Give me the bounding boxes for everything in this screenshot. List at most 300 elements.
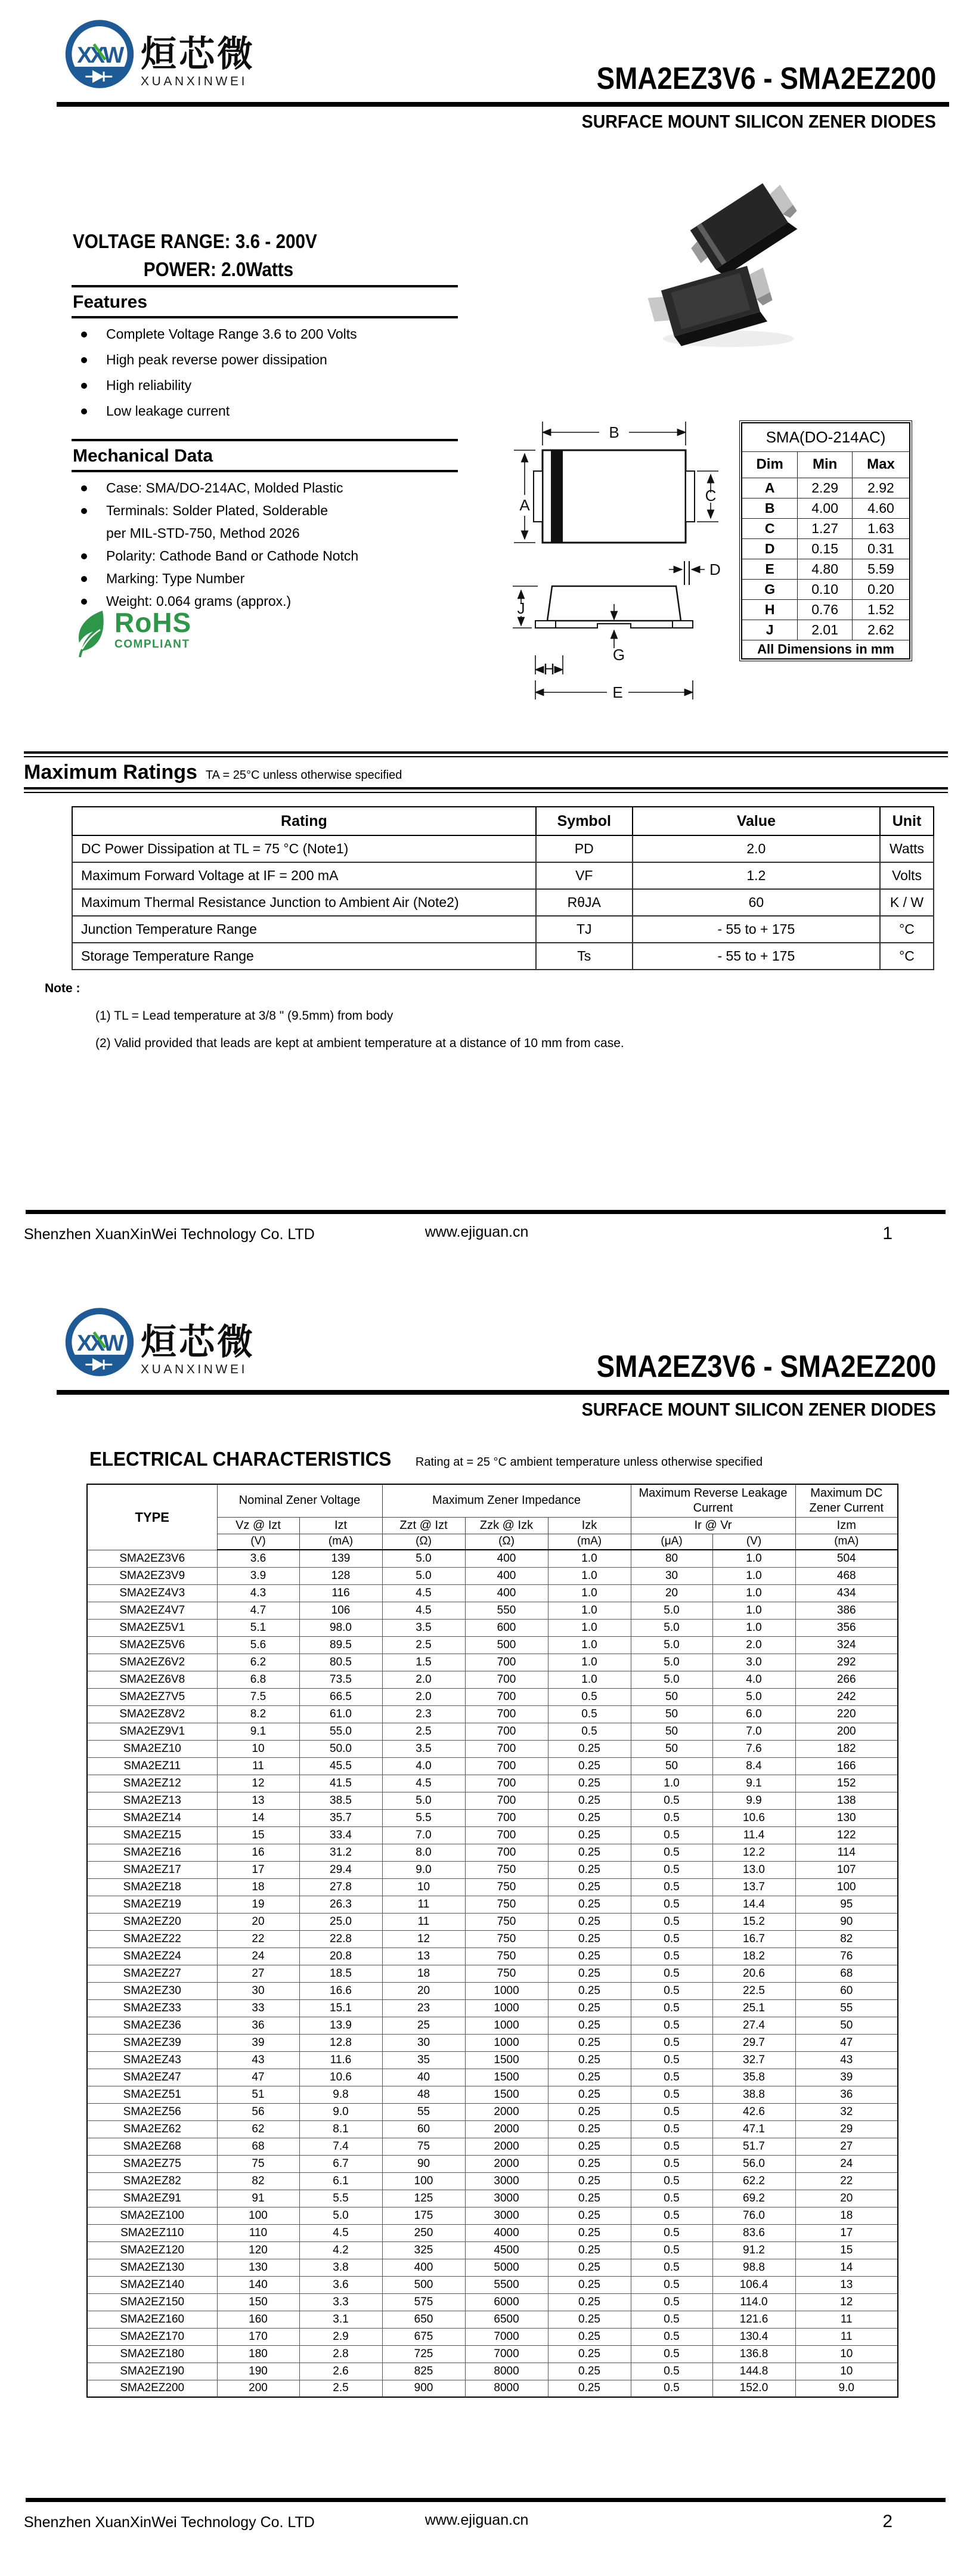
table-cell: SMA2EZ140 — [87, 2276, 217, 2293]
dim-table-footer: All Dimensions in mm — [742, 640, 910, 659]
table-cell: 0.25 — [548, 2017, 631, 2034]
page-number: 2 — [882, 2512, 892, 2531]
table-cell: 5.0 — [631, 1654, 712, 1671]
dim-label-g: G — [612, 646, 625, 664]
table-cell: 9.1 — [712, 1775, 795, 1792]
ec-unit: (V) — [217, 1534, 299, 1550]
table-cell: 83.6 — [712, 2224, 795, 2241]
table-cell: 25.0 — [299, 1913, 382, 1930]
footer-company: Shenzhen XuanXinWei Technology Co. LTD — [24, 2514, 315, 2531]
table-cell: 91.2 — [712, 2241, 795, 2259]
table-cell: 675 — [382, 2328, 465, 2345]
table-cell: 0.15 — [798, 538, 853, 559]
table-cell: SMA2EZ160 — [87, 2311, 217, 2328]
table-cell: 0.25 — [548, 2380, 631, 2397]
table-cell: SMA2EZ7V5 — [87, 1688, 217, 1705]
table-cell: 45.5 — [299, 1757, 382, 1775]
table-cell: 0.25 — [548, 1861, 631, 1878]
bullet-text: Complete Voltage Range 3.6 to 200 Volts — [106, 326, 357, 342]
table-row — [72, 862, 934, 889]
table-cell: SMA2EZ22 — [87, 1930, 217, 1948]
dim-table-title: SMA(DO-214AC) — [742, 423, 910, 451]
table-cell: VF — [536, 862, 633, 889]
company-logo — [64, 16, 255, 100]
table-cell: 91 — [217, 2190, 299, 2207]
table-cell: SMA2EZ62 — [87, 2120, 217, 2138]
table-cell: 0.5 — [548, 1723, 631, 1740]
package-outline-drawing — [501, 414, 736, 710]
table-cell: 4.7 — [217, 1602, 299, 1619]
table-row — [87, 2051, 898, 2069]
table-cell: 0.5 — [631, 2259, 712, 2276]
table-cell: 36 — [217, 2017, 299, 2034]
note-label: Note : — [45, 982, 80, 995]
table-row — [87, 2034, 898, 2051]
bullet-item — [72, 327, 458, 342]
table-cell: 9.8 — [299, 2086, 382, 2103]
table-cell: 39 — [795, 2069, 898, 2086]
table-cell: 56.0 — [712, 2155, 795, 2172]
footer-website: www.ejiguan.cn — [424, 1224, 529, 1240]
table-cell: 0.5 — [631, 2103, 712, 2120]
table-row — [87, 2276, 898, 2293]
table-cell: 4.0 — [712, 1671, 795, 1688]
table-cell: 9.0 — [299, 2103, 382, 2120]
table-row — [87, 1602, 898, 1619]
table-cell: 42.6 — [712, 2103, 795, 2120]
table-cell: 0.25 — [548, 2224, 631, 2241]
table-cell: 8000 — [465, 2380, 548, 2397]
table-row — [87, 2086, 898, 2103]
table-cell: 20 — [217, 1913, 299, 1930]
table-row — [87, 1740, 898, 1757]
table-cell: SMA2EZ5V6 — [87, 1636, 217, 1654]
table-cell: 14 — [795, 2259, 898, 2276]
table-cell: 0.25 — [548, 2155, 631, 2172]
table-row — [87, 2224, 898, 2241]
table-cell: 0.25 — [548, 2311, 631, 2328]
table-cell: 1500 — [465, 2069, 548, 2086]
table-cell: 5.0 — [631, 1602, 712, 1619]
table-cell: SMA2EZ12 — [87, 1775, 217, 1792]
table-cell: 750 — [465, 1930, 548, 1948]
table-cell: 16 — [217, 1844, 299, 1861]
electrical-characteristics-heading — [89, 1448, 763, 1470]
table-cell: 0.25 — [548, 1878, 631, 1896]
table-row — [87, 1999, 898, 2017]
voltage-power-block — [73, 230, 317, 281]
table-cell: 27.8 — [299, 1878, 382, 1896]
table-cell: 35.8 — [712, 2069, 795, 2086]
table-cell: J — [742, 620, 798, 640]
table-cell: SMA2EZ36 — [87, 2017, 217, 2034]
table-cell: 3.5 — [382, 1740, 465, 1757]
table-row — [87, 1723, 898, 1740]
table-cell: 0.5 — [631, 1844, 712, 1861]
table-cell: 39 — [217, 2034, 299, 2051]
table-cell: SMA2EZ120 — [87, 2241, 217, 2259]
table-cell: 38.8 — [712, 2086, 795, 2103]
table-cell: 50 — [631, 1757, 712, 1775]
bullet-item — [72, 404, 458, 419]
table-cell: 1.0 — [631, 1775, 712, 1792]
table-cell: 14 — [217, 1809, 299, 1826]
table-cell: SMA2EZ82 — [87, 2172, 217, 2190]
table-cell: 3000 — [465, 2207, 548, 2224]
bullet-dot-icon — [81, 599, 87, 605]
dim-label-c: C — [705, 487, 717, 504]
table-cell: 0.5 — [631, 1948, 712, 1965]
table-cell: 5000 — [465, 2259, 548, 2276]
table-cell: 750 — [465, 1896, 548, 1913]
table-row — [87, 1775, 898, 1792]
bullet-text: High peak reverse power dissipation — [106, 352, 327, 367]
mechanical-title: Mechanical Data — [73, 446, 213, 466]
table-cell: 138 — [795, 1792, 898, 1809]
company-logo — [64, 1304, 255, 1388]
electrical-characteristics-table — [86, 1484, 898, 2398]
table-cell: 2000 — [465, 2120, 548, 2138]
table-cell: 0.25 — [548, 2328, 631, 2345]
table-row — [87, 1792, 898, 1809]
table-cell: SMA2EZ20 — [87, 1913, 217, 1930]
bullet-dot-icon — [81, 357, 87, 363]
table-cell: 55.0 — [299, 1723, 382, 1740]
table-cell: 1000 — [465, 2017, 548, 2034]
table-row — [87, 2138, 898, 2155]
table-cell: 0.25 — [548, 1792, 631, 1809]
table-cell: 62 — [217, 2120, 299, 2138]
table-cell: 6000 — [465, 2293, 548, 2311]
table-cell: 0.5 — [631, 2138, 712, 2155]
table-cell: 0.5 — [631, 2311, 712, 2328]
table-cell: 13 — [382, 1948, 465, 1965]
table-cell: 20.8 — [299, 1948, 382, 1965]
table-cell: 5.0 — [299, 2207, 382, 2224]
ec-sub-izt: Izt — [299, 1517, 382, 1534]
page-footer — [24, 2512, 946, 2532]
table-cell: 12 — [382, 1930, 465, 1948]
table-cell: 0.5 — [631, 2051, 712, 2069]
ec-unit: (Ω) — [465, 1534, 548, 1550]
table-cell: 1.63 — [852, 518, 910, 538]
table-row — [87, 1826, 898, 1844]
table-row — [87, 1844, 898, 1861]
table-cell: 750 — [465, 1948, 548, 1965]
table-cell: 38.5 — [299, 1792, 382, 1809]
bullet-text: Marking: Type Number — [106, 571, 245, 586]
table-cell: 500 — [382, 2276, 465, 2293]
notes-block — [45, 982, 624, 1051]
table-row — [742, 620, 910, 640]
table-cell: 69.2 — [712, 2190, 795, 2207]
table-cell: 4500 — [465, 2241, 548, 2259]
table-cell: 29.4 — [299, 1861, 382, 1878]
ec-sub-zzt: Zzt @ Izt — [382, 1517, 465, 1534]
table-cell: 128 — [299, 1567, 382, 1584]
ec-sub-irvr: Ir @ Vr — [631, 1517, 795, 1534]
table-cell: 0.25 — [548, 2190, 631, 2207]
table-cell: 0.5 — [631, 2345, 712, 2363]
table-cell: 0.5 — [631, 2155, 712, 2172]
table-cell: 23 — [382, 1999, 465, 2017]
table-cell: 2.3 — [382, 1705, 465, 1723]
logo-circle-icon — [64, 16, 135, 95]
table-cell: 0.5 — [631, 1861, 712, 1878]
table-row — [87, 1930, 898, 1948]
table-row — [87, 1965, 898, 1982]
dim-col-header: Min — [798, 451, 853, 478]
table-cell: 3.6 — [299, 2276, 382, 2293]
table-cell: 0.25 — [548, 1826, 631, 1844]
table-cell: E — [742, 559, 798, 579]
dim-label-a: A — [519, 496, 530, 514]
table-cell: 20 — [631, 1584, 712, 1602]
table-cell: H — [742, 599, 798, 620]
table-cell: 18.2 — [712, 1948, 795, 1965]
dim-col-header: Max — [852, 451, 910, 478]
table-cell: 73.5 — [299, 1671, 382, 1688]
table-cell: 700 — [465, 1740, 548, 1757]
table-cell: 4.80 — [798, 559, 853, 579]
table-cell: 13.7 — [712, 1878, 795, 1896]
table-row — [87, 1567, 898, 1584]
table-row — [742, 498, 910, 518]
table-cell: °C — [880, 943, 934, 970]
table-cell: 100 — [795, 1878, 898, 1896]
table-cell: °C — [880, 916, 934, 943]
table-cell: 1.0 — [548, 1619, 631, 1636]
table-cell: 43 — [217, 2051, 299, 2069]
table-cell: 0.25 — [548, 2276, 631, 2293]
table-cell: 10 — [382, 1878, 465, 1896]
table-cell: 24 — [217, 1948, 299, 1965]
table-cell: 20 — [382, 1982, 465, 1999]
table-cell: 75 — [217, 2155, 299, 2172]
table-cell: 0.25 — [548, 2034, 631, 2051]
electrical-condition: Rating at = 25 °C ambient temperature unless otherwise specified — [415, 1456, 763, 1469]
table-cell: 292 — [795, 1654, 898, 1671]
page-footer — [24, 1224, 946, 1244]
table-cell: 15 — [217, 1826, 299, 1844]
table-cell: 14.4 — [712, 1896, 795, 1913]
table-row — [72, 943, 934, 970]
table-cell: 1.0 — [712, 1567, 795, 1584]
table-cell: 0.20 — [852, 579, 910, 599]
table-cell: 11 — [382, 1913, 465, 1930]
table-cell: 30 — [382, 2034, 465, 2051]
datasheet-page-2 — [0, 1288, 970, 2576]
table-cell: 15.1 — [299, 1999, 382, 2017]
table-cell: 0.25 — [548, 1913, 631, 1930]
table-cell: 220 — [795, 1705, 898, 1723]
table-cell: 12.8 — [299, 2034, 382, 2051]
table-cell: 27 — [795, 2138, 898, 2155]
table-cell: B — [742, 498, 798, 518]
table-cell: 130 — [795, 1809, 898, 1826]
table-row — [87, 1654, 898, 1671]
doc-subtitle: SURFACE MOUNT SILICON ZENER DIODES — [581, 111, 936, 132]
table-cell: 400 — [465, 1584, 548, 1602]
table-cell: 15 — [795, 2241, 898, 2259]
table-cell: 11.4 — [712, 1826, 795, 1844]
table-cell: 82 — [795, 1930, 898, 1948]
table-cell: 50 — [631, 1688, 712, 1705]
table-row — [87, 2172, 898, 2190]
table-cell: 1.0 — [712, 1619, 795, 1636]
table-cell: 51 — [217, 2086, 299, 2103]
table-row — [72, 916, 934, 943]
table-cell: 13 — [217, 1792, 299, 1809]
table-cell: SMA2EZ33 — [87, 1999, 217, 2017]
table-cell: 3.0 — [712, 1654, 795, 1671]
table-cell: 4.60 — [852, 498, 910, 518]
table-row — [87, 1636, 898, 1654]
table-cell: 1000 — [465, 1999, 548, 2017]
bullet-item — [72, 549, 458, 564]
logo-chinese-name: 烜芯微 — [141, 34, 255, 74]
table-cell: 1.0 — [548, 1550, 631, 1567]
table-cell: 2.92 — [852, 478, 910, 498]
logo-english-name: XUANXINWEI — [141, 1363, 248, 1376]
table-cell: 0.5 — [631, 1826, 712, 1844]
table-cell: 5.0 — [382, 1567, 465, 1584]
table-row — [87, 1948, 898, 1965]
table-cell: 1.0 — [548, 1636, 631, 1654]
table-cell: SMA2EZ100 — [87, 2207, 217, 2224]
table-cell: 13.0 — [712, 1861, 795, 1878]
table-cell: 386 — [795, 1602, 898, 1619]
table-cell: 0.25 — [548, 1948, 631, 1965]
table-row — [87, 1809, 898, 1826]
table-cell: 0.5 — [631, 1913, 712, 1930]
table-cell: 60 — [382, 2120, 465, 2138]
table-cell: 1.2 — [633, 862, 880, 889]
table-cell: 4.00 — [798, 498, 853, 518]
table-cell: 5.0 — [382, 1792, 465, 1809]
table-cell: 107 — [795, 1861, 898, 1878]
table-cell: 2000 — [465, 2155, 548, 2172]
table-row — [742, 538, 910, 559]
table-cell: 1.0 — [712, 1550, 795, 1567]
power-line: POWER: 2.0Watts — [143, 258, 294, 280]
table-row — [87, 1671, 898, 1688]
table-cell: 4.2 — [299, 2241, 382, 2259]
table-cell: 11 — [795, 2328, 898, 2345]
table-cell: 575 — [382, 2293, 465, 2311]
table-cell: SMA2EZ68 — [87, 2138, 217, 2155]
table-row — [72, 835, 934, 862]
table-cell: 2.0 — [382, 1688, 465, 1705]
table-cell: SMA2EZ6V8 — [87, 1671, 217, 1688]
table-cell: 11.6 — [299, 2051, 382, 2069]
table-cell: 825 — [382, 2363, 465, 2380]
table-cell: 700 — [465, 1654, 548, 1671]
logo-monogram: XXW — [77, 1330, 122, 1355]
bullet-text: per MIL-STD-750, Method 2026 — [106, 525, 300, 541]
header-divider — [57, 1390, 949, 1395]
table-cell: 4.5 — [299, 2224, 382, 2241]
table-cell: Ts — [536, 943, 633, 970]
table-cell: 8.1 — [299, 2120, 382, 2138]
table-cell: 9.9 — [712, 1792, 795, 1809]
table-cell: 2.29 — [798, 478, 853, 498]
table-cell: 12 — [217, 1775, 299, 1792]
table-cell: 2.5 — [299, 2380, 382, 2397]
table-cell: 17 — [217, 1861, 299, 1878]
table-row — [87, 1861, 898, 1878]
table-cell: 0.5 — [631, 1982, 712, 1999]
table-cell: Watts — [880, 835, 934, 862]
table-cell: 122 — [795, 1826, 898, 1844]
table-cell: 200 — [217, 2380, 299, 2397]
table-cell: 0.5 — [631, 1878, 712, 1896]
electrical-title: ELECTRICAL CHARACTERISTICS — [89, 1448, 392, 1470]
table-cell: 50.0 — [299, 1740, 382, 1757]
table-row — [742, 579, 910, 599]
table-cell: 106 — [299, 1602, 382, 1619]
table-cell: 6.2 — [217, 1654, 299, 1671]
table-cell: 80 — [631, 1550, 712, 1567]
table-cell: 55 — [382, 2103, 465, 2120]
table-cell: 1.5 — [382, 1654, 465, 1671]
table-cell: SMA2EZ150 — [87, 2293, 217, 2311]
table-cell: 3.9 — [217, 1567, 299, 1584]
table-cell: 324 — [795, 1636, 898, 1654]
table-cell: 700 — [465, 1705, 548, 1723]
bullet-dot-icon — [81, 508, 87, 514]
table-cell: 12 — [795, 2293, 898, 2311]
table-cell: 0.25 — [548, 2120, 631, 2138]
table-cell: 32 — [795, 2103, 898, 2120]
table-cell: 50 — [795, 2017, 898, 2034]
table-cell: 18 — [795, 2207, 898, 2224]
footer-divider — [26, 1210, 946, 1214]
ec-sub-izk: Izk — [548, 1517, 631, 1534]
table-row — [87, 2328, 898, 2345]
table-cell: 356 — [795, 1619, 898, 1636]
table-row — [87, 1688, 898, 1705]
table-cell: 434 — [795, 1584, 898, 1602]
table-cell: 29.7 — [712, 2034, 795, 2051]
table-cell: 15.2 — [712, 1913, 795, 1930]
table-cell: 0.5 — [631, 2224, 712, 2241]
table-cell: 200 — [795, 1723, 898, 1740]
table-cell: 2.8 — [299, 2345, 382, 2363]
table-row — [87, 2069, 898, 2086]
footer-company: Shenzhen XuanXinWei Technology Co. LTD — [24, 1226, 315, 1243]
table-cell: 25.1 — [712, 1999, 795, 2017]
table-row — [87, 1757, 898, 1775]
table-cell: SMA2EZ16 — [87, 1844, 217, 1861]
table-cell: 2.6 — [299, 2363, 382, 2380]
table-cell: 1.0 — [548, 1584, 631, 1602]
note-item-2: (2) Valid provided that leads are kept at ambient temperature at a distance of 10 mm from case. — [95, 1036, 624, 1050]
footer-divider — [26, 2498, 946, 2502]
table-cell: 10.6 — [712, 1809, 795, 1826]
table-cell: SMA2EZ27 — [87, 1965, 217, 1982]
table-cell: 68 — [795, 1965, 898, 1982]
table-cell: 3000 — [465, 2190, 548, 2207]
table-cell: SMA2EZ15 — [87, 1826, 217, 1844]
table-cell: 8.2 — [217, 1705, 299, 1723]
table-cell: 2.0 — [382, 1671, 465, 1688]
table-cell: 0.25 — [548, 2241, 631, 2259]
table-cell: 82 — [217, 2172, 299, 2190]
table-cell: 242 — [795, 1688, 898, 1705]
table-cell: 266 — [795, 1671, 898, 1688]
features-section — [72, 285, 458, 429]
